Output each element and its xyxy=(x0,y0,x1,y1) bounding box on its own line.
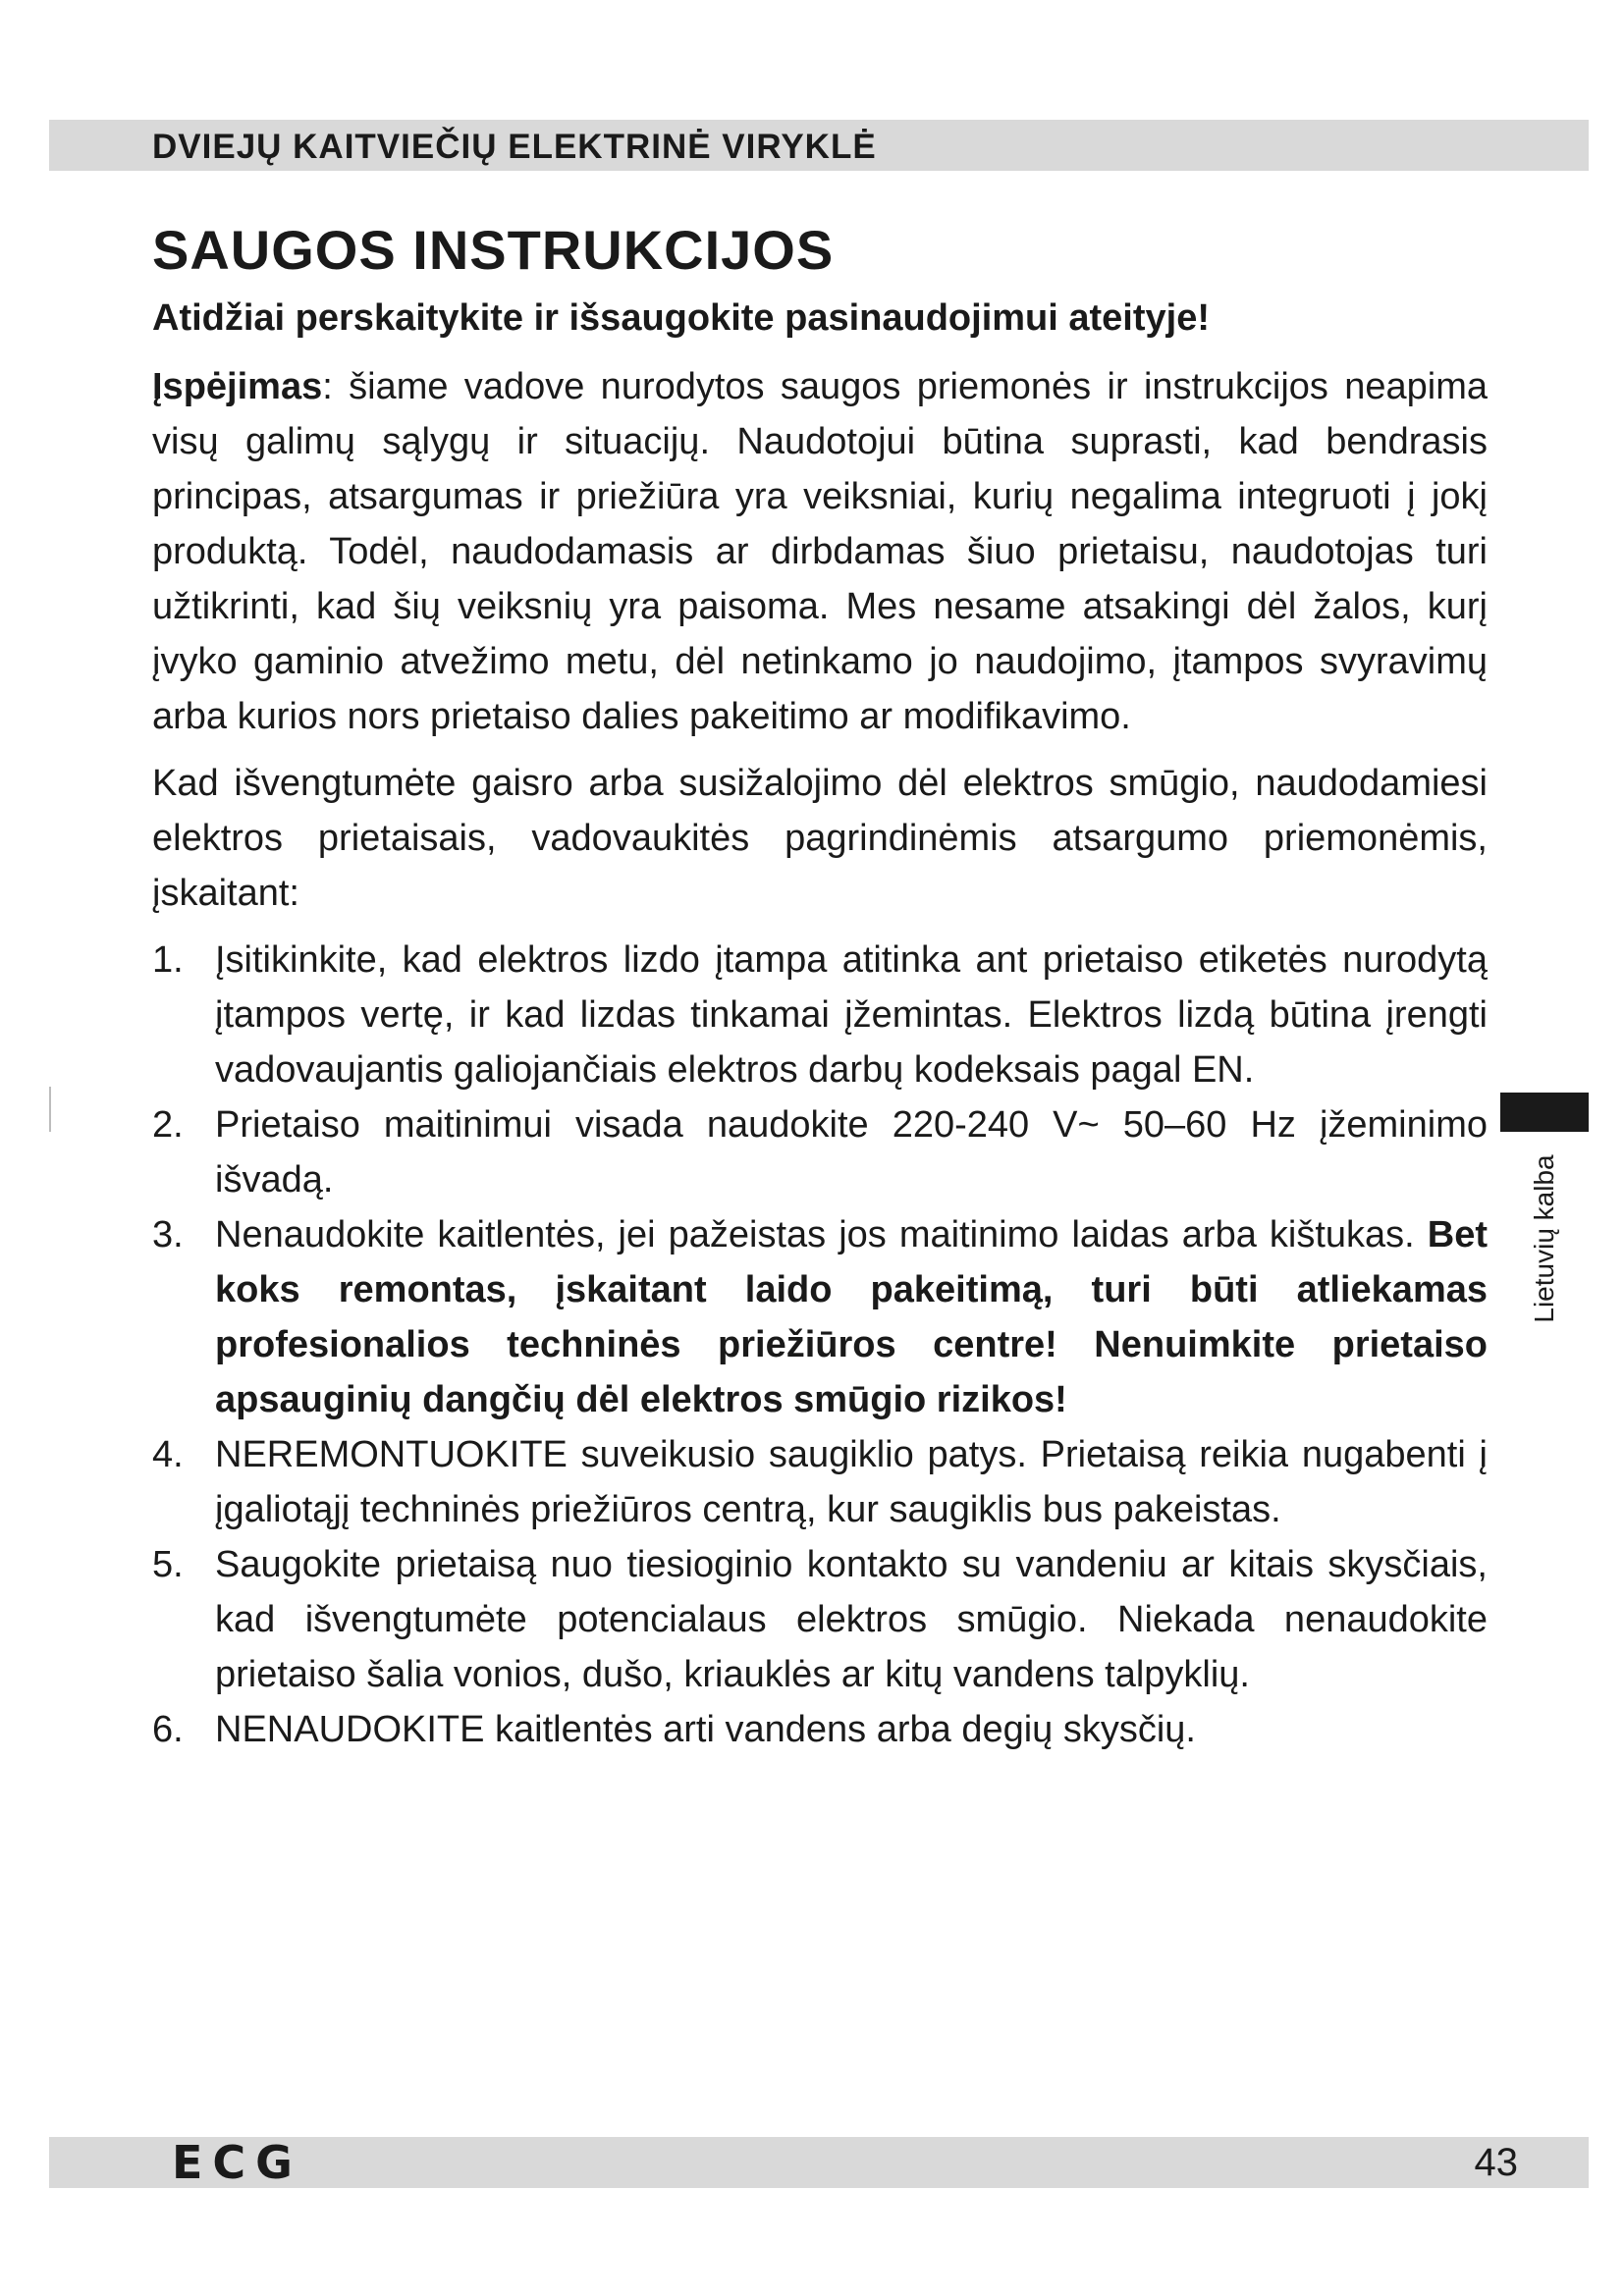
instructions-list xyxy=(152,933,1488,1757)
page-title: SAUGOS INSTRUKCIJOS xyxy=(152,219,835,281)
page-subtitle: Atidžiai perskaitykite ir išsaugokite pasinaudojimui ateityje! xyxy=(152,297,1210,339)
list-item xyxy=(152,1427,1488,1537)
list-item-number: 4. xyxy=(152,1434,184,1475)
header-title: DVIEJŲ KAITVIEČIŲ ELEKTRINĖ VIRYKLĖ xyxy=(152,128,877,166)
list-item-text: Nenaudokite kaitlentės, jei pažeistas jos maitinimo laidas arba kištukas. xyxy=(215,1214,1428,1255)
list-item-number: 2. xyxy=(152,1104,184,1146)
list-item xyxy=(152,1207,1488,1427)
ecg-logo: ECG xyxy=(172,2136,302,2189)
list-item xyxy=(152,933,1488,1097)
list-item-text: NEREMONTUOKITE suveikusio saugiklio patys. Prietaisą reikia nugabenti į įgaliotąjį techninės priežiūros centrą, kur saugiklis bus pakeistas. xyxy=(215,1434,1488,1530)
warning-paragraph xyxy=(152,359,1488,744)
list-item-number: 3. xyxy=(152,1214,184,1255)
warning-text: : šiame vadove nurodytos saugos priemonės ir instrukcijos neapima visų galimų sąlygų ir situacijų. Naudotojui būtina suprasti, kad bendrasis principas, atsargumas ir priežiūra yra veiksniai, kurių negalima integruoti į jokį produktą. Todėl, naudodamasis ar dirbdamas šiuo prietaisu, naudotojas turi užtikrinti, kad šių veiksnių yra paisoma. Mes nesame atsakingi dėl žalos, kurį įvyko gaminio atvežimo metu, dėl netinkamo jo naudojimo, įtampos svyravimų arba kurios nors prietaiso dalies pakeitimo ar modifikavimo. xyxy=(152,366,1488,737)
language-tab-marker xyxy=(1500,1093,1589,1132)
list-item-text: NENAUDOKITE kaitlentės arti vandens arba degių skysčių. xyxy=(215,1709,1196,1750)
list-item-number: 1. xyxy=(152,939,184,981)
list-item-text: Prietaiso maitinimui visada naudokite 220-240 V~ 50–60 Hz įžeminimo išvadą. xyxy=(215,1104,1488,1201)
list-item-text: Įsitikinkite, kad elektros lizdo įtampa atitinka ant prietaiso etiketės nurodytą įtampos vertę, ir kad lizdas tinkamai įžemintas. Elektros lizdą būtina įrengti vadovaujantis galiojančiais elektros darbų kodeksais pagal EN. xyxy=(215,939,1488,1091)
language-label: Lietuvių kalba xyxy=(1529,1154,1559,1323)
list-item-number: 6. xyxy=(152,1709,184,1750)
intro-paragraph: Kad išvengtumėte gaisro arba susižalojimo dėl elektros smūgio, naudodamiesi elektros prietaisais, vadovaukitės pagrindinėmis atsargumo priemonėmis, įskaitant: xyxy=(152,763,1488,914)
list-item xyxy=(152,1537,1488,1702)
list-item xyxy=(152,1097,1488,1207)
main-content xyxy=(152,216,1488,1757)
margin-tick xyxy=(49,1087,51,1132)
list-item-text: Saugokite prietaisą nuo tiesioginio kontakto su vandeniu ar kitais skysčiais, kad išvengtumėte potencialaus elektros smūgio. Niekada nenaudokite prietaiso šalia vonios, dušo, kriauklės ar kitų vandens talpyklių. xyxy=(215,1544,1488,1695)
list-item xyxy=(152,1702,1488,1757)
footer-bar xyxy=(49,2137,1589,2188)
list-item-bold-text: Bet koks remontas, įskaitant laido pakeitimą, turi būti atliekamas profesionalios techninės priežiūros centre! Nenuimkite prietaiso apsauginių dangčių dėl elektros smūgio rizikos! xyxy=(215,1214,1488,1420)
header-bar xyxy=(49,120,1589,171)
language-tab xyxy=(1500,1141,1589,1337)
warning-label: Įspėjimas xyxy=(152,366,323,407)
list-item-number: 5. xyxy=(152,1544,184,1585)
page-number: 43 xyxy=(1474,2141,1518,2184)
